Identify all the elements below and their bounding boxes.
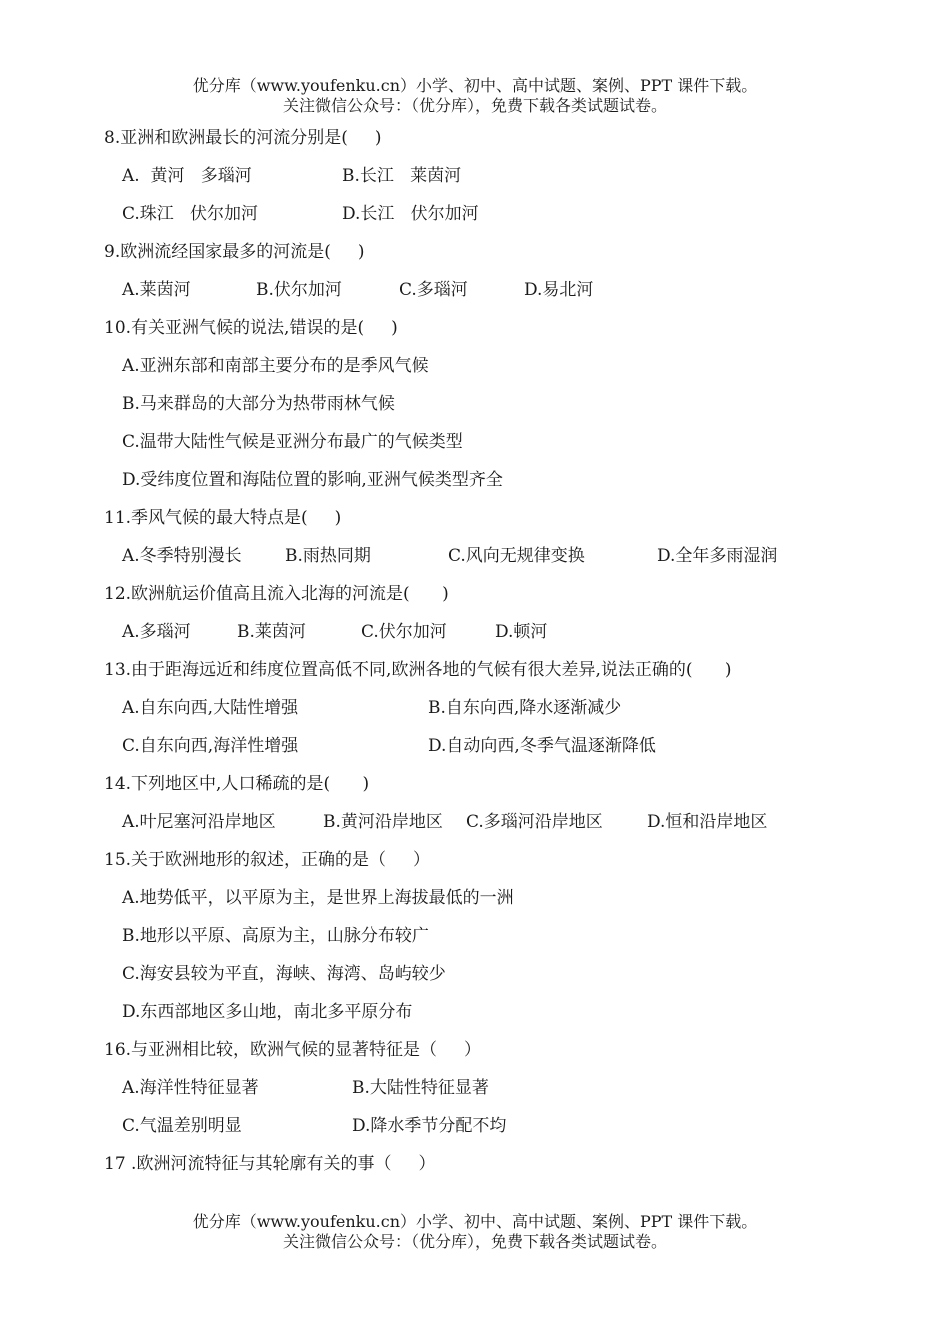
header-line-1: 优分库（www.youfenku.cn）小学、初中、高中试题、案例、PPT 课件下载。 bbox=[192, 76, 758, 95]
option-13-a: A.自东向西,大陆性增强 bbox=[122, 698, 299, 718]
option-13-b: B.自东向西,降水逐渐减少 bbox=[428, 698, 622, 718]
option-9-b: B.伏尔加河 bbox=[256, 280, 342, 300]
option-12-c: C.伏尔加河 bbox=[361, 622, 447, 642]
option-11-b: B.雨热同期 bbox=[285, 546, 371, 566]
question-17: 17 .欧洲河流特征与其轮廓有关的事（ ） bbox=[104, 1154, 436, 1174]
option-8-d: D.长江 伏尔加河 bbox=[342, 204, 479, 224]
option-11-c: C.风向无规律变换 bbox=[448, 546, 585, 566]
option-15-a: A.地势低平，以平原为主，是世界上海拔最低的一洲 bbox=[122, 888, 514, 908]
option-9-a: A.莱茵河 bbox=[122, 280, 191, 300]
question-15: 15.关于欧洲地形的叙述，正确的是（ ） bbox=[104, 850, 431, 870]
option-9-d: D.易北河 bbox=[524, 280, 594, 300]
option-14-b: B.黄河沿岸地区 bbox=[323, 812, 443, 832]
option-8-c: C.珠江 伏尔加河 bbox=[122, 204, 259, 224]
question-9: 9.欧洲流经国家最多的河流是( ) bbox=[104, 242, 365, 262]
option-12-a: A.多瑙河 bbox=[122, 622, 191, 642]
option-15-d: D.东西部地区多山地，南北多平原分布 bbox=[122, 1002, 413, 1022]
option-10-d: D.受纬度位置和海陆位置的影响,亚洲气候类型齐全 bbox=[122, 470, 503, 490]
option-14-c: C.多瑙河沿岸地区 bbox=[466, 812, 603, 832]
option-12-d: D.顿河 bbox=[495, 622, 548, 642]
option-10-b: B.马来群岛的大部分为热带雨林气候 bbox=[122, 394, 395, 414]
option-12-b: B.莱茵河 bbox=[237, 622, 306, 642]
page-footer bbox=[0, 1212, 950, 1252]
option-10-a: A.亚洲东部和南部主要分布的是季风气候 bbox=[122, 356, 429, 376]
question-10: 10.有关亚洲气候的说法,错误的是( ) bbox=[104, 318, 398, 338]
option-11-a: A.冬季特别漫长 bbox=[122, 546, 242, 566]
option-15-b: B.地形以平原、高原为主，山脉分布较广 bbox=[122, 926, 429, 946]
header-line-2: 关注微信公众号：（优分库），免费下载各类试题试卷。 bbox=[282, 96, 667, 115]
option-16-d: D.降水季节分配不均 bbox=[352, 1116, 507, 1136]
option-16-c: C.气温差别明显 bbox=[122, 1116, 242, 1136]
option-13-d: D.自动向西,冬季气温逐渐降低 bbox=[428, 736, 656, 756]
option-11-d: D.全年多雨湿润 bbox=[657, 546, 778, 566]
page-header bbox=[0, 76, 950, 116]
option-8-a: A. 黄河 多瑙河 bbox=[122, 166, 252, 186]
question-16: 16.与亚洲相比较，欧洲气候的显著特征是（ ） bbox=[104, 1040, 482, 1060]
footer-line-2: 关注微信公众号：（优分库），免费下载各类试题试卷。 bbox=[282, 1232, 667, 1251]
question-14: 14.下列地区中,人口稀疏的是( ) bbox=[104, 774, 370, 794]
question-13: 13.由于距海远近和纬度位置高低不同,欧洲各地的气候有很大差异,说法正确的( ) bbox=[104, 660, 732, 680]
option-8-b: B.长江 莱茵河 bbox=[342, 166, 462, 186]
option-16-a: A.海洋性特征显著 bbox=[122, 1078, 259, 1098]
option-9-c: C.多瑙河 bbox=[399, 280, 468, 300]
question-11: 11.季风气候的最大特点是( ) bbox=[104, 508, 342, 528]
question-12: 12.欧洲航运价值高且流入北海的河流是( ) bbox=[104, 584, 449, 604]
question-8: 8.亚洲和欧洲最长的河流分别是( ) bbox=[104, 128, 382, 148]
option-13-c: C.自东向西,海洋性增强 bbox=[122, 736, 299, 756]
option-10-c: C.温带大陆性气候是亚洲分布最广的气候类型 bbox=[122, 432, 463, 452]
option-15-c: C.海安县较为平直，海峡、海湾、岛屿较少 bbox=[122, 964, 446, 984]
option-14-a: A.叶尼塞河沿岸地区 bbox=[122, 812, 276, 832]
footer-line-1: 优分库（www.youfenku.cn）小学、初中、高中试题、案例、PPT 课件下载。 bbox=[192, 1212, 758, 1231]
option-16-b: B.大陆性特征显著 bbox=[352, 1078, 489, 1098]
option-14-d: D.恒和沿岸地区 bbox=[647, 812, 768, 832]
